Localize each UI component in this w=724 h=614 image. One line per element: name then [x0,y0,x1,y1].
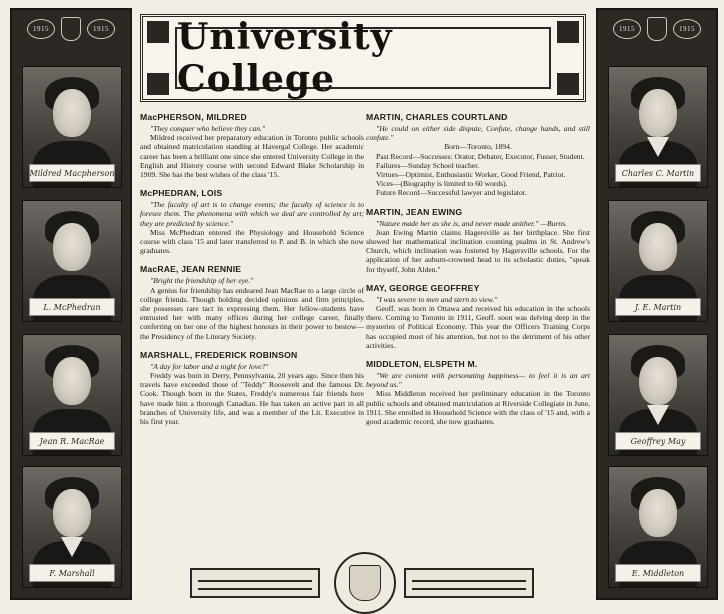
signature-martin-charles: Charles C. Martin [615,164,701,182]
portrait-marshall [22,466,122,588]
portrait-face [639,223,677,271]
portrait-may [608,334,708,456]
entry-motto: "They conquer who believe they can." [150,124,266,133]
bottom-ornament-left [190,568,320,598]
left-text-column [140,112,364,435]
entry-motto: "A day for labor and a night for love?" [150,361,269,371]
entry-name: MARTIN, JEAN EWING [366,206,463,217]
entry-motto: "The faculty of art is to change events; the faculty of science is to foresee them. The phenomena with which we deal are controlled by art; they are predicted by science." [140,200,364,228]
banner-corner-ornament [147,21,169,43]
left-crest-row [12,10,130,48]
portrait-face [53,357,91,405]
entry-motto: "I was severe to men and stern to view." [376,294,498,304]
signature-marshall: F. Marshall [29,564,115,582]
signature-mcphedran: L. McPhedran [29,298,115,316]
right-portrait-column [596,8,718,600]
entry-martin-charles [366,112,590,198]
portrait-face [53,89,91,137]
entry-line-born: Born—Toronto, 1894. [444,142,512,152]
entry-macpherson [140,112,364,179]
portrait-face [53,223,91,271]
entry-line-vices: Vices—(Biography is limited to 60 words). [376,179,508,189]
crest-icon [61,17,81,41]
portrait-middleton [608,466,708,588]
crest-icon [647,17,667,41]
year-badge-right-2: 1915 [673,19,701,39]
entry-body: A genius for friendship has endeared Jean MacRae to a large circle of college friends. Though holding decided opinions and firm principles, she possesses rare tact in expressing them. Her fellow-students have entrusted her with many offices during her college career, finally conferring on her one of the highest honours in their power to bestow—the Presidency of the Literary Society. [140,285,364,341]
entry-middleton [366,359,590,426]
entry-may [366,283,590,350]
entry-name: MARTIN, CHARLES COURTLAND [366,112,508,122]
portrait-martin-charles [608,66,708,188]
portrait-macrae [22,334,122,456]
banner-corner-ornament [147,73,169,95]
entry-name: MacRAE, JEAN RENNIE [140,264,242,275]
entry-line-future: Future Record—Successful lawyer and legislator. [376,188,527,198]
signature-may: Geoffrey May [615,432,701,450]
entry-motto: "He could on either side dispute, Confute, change hands, and still confute." [366,124,590,143]
entry-line-virtues: Virtues—Optimist, Enthusiastic Worker, Good Friend, Patriot. [376,170,566,180]
portrait-face [53,489,91,537]
right-crest-row [598,10,716,48]
signature-macrae: Jean R. MacRae [29,432,115,450]
entry-body: Miss McPhedran entered the Physiology and Household Science course with class '15 and later transferred to P. and B. in which she now graduates. [140,227,364,256]
page-title: University College [177,16,393,100]
entry-motto: "Nature made her as she is, and never made anither." —Burns. [376,218,568,228]
title-banner [140,14,586,102]
university-seal-icon [334,552,396,614]
left-portrait-column [10,8,132,600]
entry-name: McPHEDRAN, LOIS [140,188,223,199]
entry-line-failures: Failures—Sunday School teacher. [376,160,480,170]
entry-body: Freddy was born in Derry, Pennsylvania, 20 years ago. Since then his travels have exceeded those of "Teddy" Roosevelt and the famous Dr. Cook. Though born in the States, Freddy's numerous fair friends here have made him a thorough Canadian. He has taken an active part in all branches of University life, and was a member of the Lit. Executive in his first year. [140,371,364,427]
banner-corner-ornament [557,21,579,43]
entry-name: MIDDLETON, ELSPETH M. [366,359,478,370]
entry-marshall [140,350,364,426]
portrait-mcphedran [22,200,122,322]
portrait-face [639,89,677,137]
year-badge-right-1: 1915 [613,19,641,39]
signature-macpherson: Mildred Macpherson [29,164,115,182]
entry-mcphedran [140,188,364,255]
entry-name: MacPHERSON, MILDRED [140,112,247,122]
title-frame [175,16,551,100]
entry-body: Mildred received her preparatory education in Toronto public schools and obtained matriculation standing at Havergal College. Her academic career has been a brilliant one since she entered University College in the English and History course with second Edward Blake Scholarship in 1909. She has the best wishes of the class '15. [140,133,364,180]
entry-body: Jean Ewing Martin claims Hagersville as her birthplace. She first showed her mathematical inclination counting psalms in St. Andrew's Church, which inclination was fostered by Hagersville schools. For the application of her auburn-crowned head to its scholastic duties, "speak for thyself, John Alden." [366,227,590,274]
portrait-face [639,357,677,405]
entry-name: MARSHALL, FREDERICK ROBINSON [140,349,298,360]
entry-motto: "Bright the friendship of her eye." [150,276,254,286]
banner-corner-ornament [557,73,579,95]
entry-name: MAY, GEORGE GEOFFREY [366,282,480,293]
entry-martin-jean [366,207,590,274]
year-badge-left-1: 1915 [27,19,55,39]
entry-line-past: Past Record—Successes: Orator, Debater, Executor, Fusser, Student. [376,151,585,161]
year-badge-left-2: 1915 [87,19,115,39]
entry-body: Geoff. was born in Ottawa and received his education in the schools there. Coming to Toronto in 1911, Geoff. soon was delving deep in the mysteries of Political Economy. This year the Officers Training Corps has occupied most of his attention, but not to the detriment of his other activities. [366,304,590,350]
entry-macrae [140,264,364,340]
signature-martin-jean: J. E. Martin [615,298,701,316]
entry-body: Miss Middleton received her preliminary education in the Toronto public schools and obtained matriculation at Riverside Collegiate in June, 1911. She enrolled in Household Science with the class of '15 and, with a good academic record, she now graduates. [366,389,590,427]
bottom-ornament-right [404,568,534,598]
portrait-martin-jean [608,200,708,322]
portrait-face [639,489,677,537]
right-text-column [366,112,590,435]
signature-middleton: E. Middleton [615,564,701,582]
seal-shield-icon [349,565,381,601]
portrait-macpherson [22,66,122,188]
entry-motto: "We are content with personating happiness— to feel it is an art beyond us." [366,371,590,390]
